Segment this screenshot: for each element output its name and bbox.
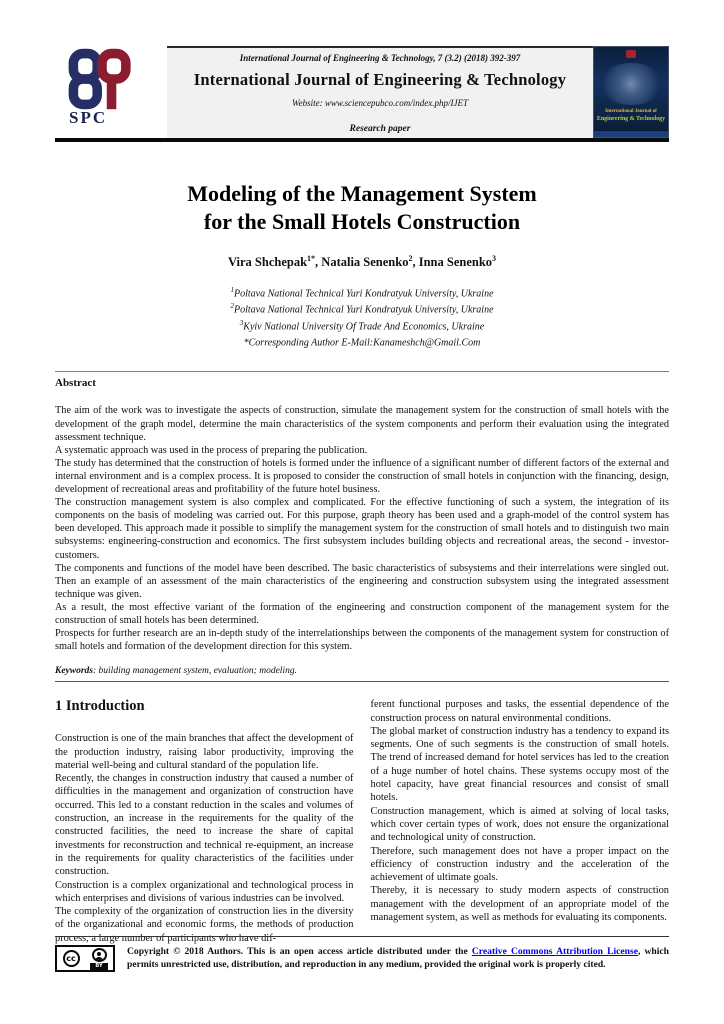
- affiliation-list: [0, 284, 724, 349]
- keywords-bottom-rule: [55, 681, 669, 682]
- author-affiliation-mark: 1*: [307, 254, 316, 263]
- journal-header: [55, 46, 669, 142]
- cover-title: [594, 109, 668, 123]
- author: Vira Shchepak$^{1*}$,: [227, 254, 322, 270]
- abstract-top-rule: [55, 371, 669, 372]
- right-column: [371, 698, 670, 945]
- paper-type-label: Research paper: [349, 124, 411, 134]
- abstract-paragraph: A systematic approach was used in the process of preparing the publication.: [55, 444, 368, 456]
- body-paragraph: The global market of construction industry has a tendency to expand its segments. One of such segments is the construction of small hotels. The trend of increased demand for hotel services has led to the creation of a huge number of hotel chains. These systems occupy most of the hotel capacity, have great financial resources and consist of small hotels.: [370, 725, 669, 804]
- publisher-logo: [55, 46, 167, 138]
- abstract-section: [55, 377, 669, 653]
- body-paragraph: The complexity of the organization of construction lies in the diversity of the organizational and economic forms, the methods of production process, a large number of participants who have dif-: [55, 906, 354, 944]
- cc-icon: cc: [57, 947, 85, 970]
- abstract-paragraph: The components and functions of the model have been described. The basic characteristics of subsystems and their interrelations were singled out. Then an example of an assessment of the main characteristics of the engineering and construction subsystem using the integrated assessment technique was given.: [55, 562, 669, 600]
- creative-commons-license-link[interactable]: Creative Commons Attribution License: [471, 946, 638, 957]
- cover-artwork: [599, 63, 663, 105]
- abstract-paragraph: The aim of the work was to investigate the aspects of construction, simulate the management system for the construction of small hotels with the development of the graph model, determine the main characteristics of the system components and perform their evaluation using the integrated assessment technique.: [55, 405, 669, 443]
- journal-cover-image: [593, 46, 669, 138]
- body-paragraph: Construction management, which is aimed at solving of local tasks, which cover certain types of work, does not ensure the organizational and technological unity of construction.: [370, 805, 669, 844]
- article-title-line2: for the Small Hotels Construction: [203, 209, 521, 234]
- body-paragraph: ferent functional purposes and tasks, the essential dependence of the construction process on natural environmental conditions.: [370, 699, 669, 724]
- abstract-paragraph: The study has determined that the construction of hotels is formed under the influence of a significant number of different factors of the external and internal environment and is a complex process. It is proposed to consider the construction of small hotels in conjunction with the financing, design, development of recreational areas and profitability of the future hotel business.: [55, 457, 669, 496]
- cover-title-line1: International Journal of: [605, 109, 657, 115]
- cc-by-person-icon: [85, 947, 113, 970]
- article-title-block: [0, 180, 724, 349]
- journal-website: Website: www.sciencepubco.com/index.php/IJET: [292, 98, 468, 108]
- author: Inna Senenko$^3$: [418, 254, 497, 270]
- copyright-footer: [55, 936, 669, 972]
- abstract-paragraph: Prospects for further research are an in-depth study of the interrelationships between the components of the management system for construction of small hotels and formation of the development direction for this system.: [55, 628, 669, 653]
- abstract-body: [55, 404, 669, 653]
- affiliation-line: $^2$Poltava National Technical Yuri Kondratyuk University, Ukraine: [230, 302, 494, 316]
- body-paragraph: Therefore, such management does not have a proper impact on the efficiency of construction industry and the acceleration of the achievement of ultimate goals.: [370, 845, 669, 884]
- body-columns: [55, 698, 669, 945]
- keywords-line: [55, 666, 669, 676]
- journal-citation: International Journal of Engineering & Technology, 7 (3.2) (2018) 392-397: [239, 53, 521, 63]
- cc-by-badge-icon: [55, 945, 115, 972]
- cover-title-line2: Engineering & Technology: [596, 115, 666, 122]
- body-paragraph: Thereby, it is necessary to study modern aspects of construction management with the development of an appropriate model of the management system, as well as methods for evaluating its components.: [370, 885, 669, 923]
- left-column: [55, 698, 354, 945]
- copyright-text: Copyright © 2018 Authors. This is an open access article distributed under the Creative Commons Attribution License, which permits unrestricted use, distribution, and reproduction in any medium, provided the original work is properly cited.: [127, 946, 669, 970]
- journal-masthead: [167, 46, 593, 138]
- body-paragraph: Construction is a complex organizational and technological process in which enterprises and divisions of various industries can be involved.: [55, 879, 354, 904]
- author-affiliation-mark: 3: [492, 254, 497, 263]
- keywords-text: : building management system, evaluation; modeling.: [93, 666, 297, 677]
- abstract-paragraph: The construction management system is also complex and complicated. For the effective functioning of such a system, the integration of its components on the basis of modeling was carried out. For this purpose, graph theory has been used and a graph-model of the control system has been developed. This approach made it possible to simplify the management system for the construction of small hotels and to distinguish two main subsystems: engineering-construction and economics. The first subsystem includes building objects and recreational areas, the second - investor-customers.: [55, 497, 669, 561]
- abstract-paragraph: As a result, the most effective variant of the formation of the engineering and construction component of the management system for the construction of small hotels has been determined.: [55, 601, 669, 626]
- affiliation-line: $^1$Poltava National Technical Yuri Kondratyuk University, Ukraine: [230, 286, 494, 300]
- cover-emblem-icon: [626, 50, 636, 58]
- journal-title: International Journal of Engineering & Technology: [193, 70, 567, 89]
- introduction-heading: 1 Introduction: [55, 698, 145, 715]
- corresponding-author-line: *Corresponding Author E-Mail:Kanameshch@Gmail.Com: [243, 337, 481, 349]
- author-list: [0, 254, 724, 270]
- author: Natalia Senenko$^2$,: [321, 254, 419, 270]
- article-title-line1: Modeling of the Management System: [187, 181, 537, 206]
- publisher-logo-text: SPC: [69, 108, 108, 127]
- abstract-heading: Abstract: [55, 377, 96, 390]
- body-paragraph: Construction is one of the main branches that affect the development of the production industry, raising labor productivity, improving the material well-being and cultural standard of the population life.: [55, 733, 354, 771]
- body-paragraph: Recently, the changes in construction industry that caused a number of difficulties in the management and organization of construction have occurred. This led to a constant reduction in the scales and volumes of construction, an increase in the requirements for the quality of the constructed facilities, the need to increase the share of capital investments for reconstruction and technical re-equipment, an increase in the requirements for quality characteristics of the facilities under construction.: [55, 773, 354, 878]
- spc-logo-icon: [61, 48, 143, 110]
- cc-by-label: BY: [90, 963, 107, 970]
- author-affiliation-mark: 2: [408, 254, 413, 263]
- keywords-label: Keywords: [55, 666, 93, 677]
- affiliation-line: $^3$Kyiv National University Of Trade And Economics, Ukraine: [239, 318, 485, 333]
- cover-bottom-strip: [594, 130, 668, 137]
- article-title: [0, 180, 724, 236]
